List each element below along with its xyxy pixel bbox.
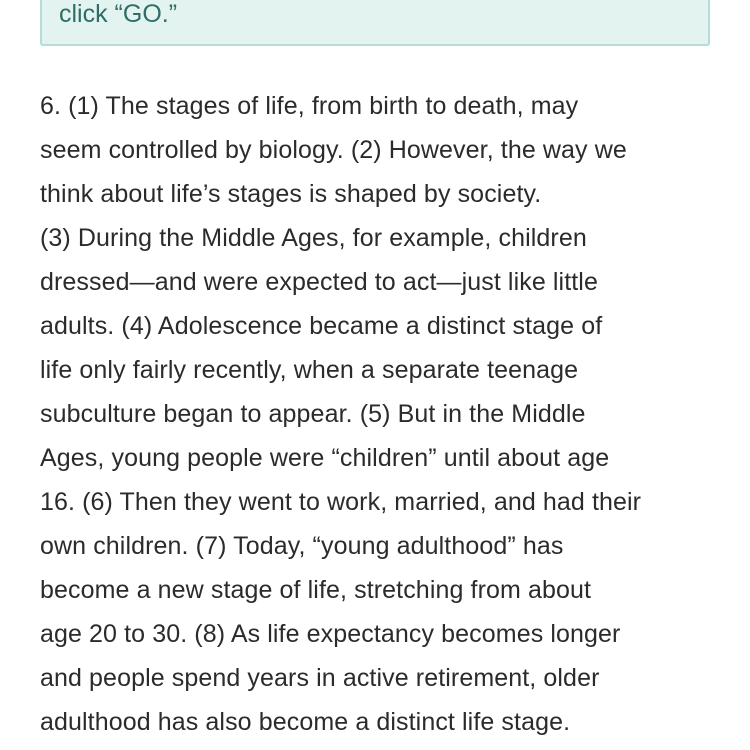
passage-line: (3) During the Middle Ages, for example, children xyxy=(40,224,587,252)
passage-line: adulthood has also become a distinct life stage. xyxy=(40,708,571,736)
passage-line: and people spend years in active retirement, older xyxy=(40,664,600,692)
passage-line: subculture began to appear. (5) But in the Middle xyxy=(40,400,586,428)
passage-text xyxy=(40,84,730,744)
passage-line: own children. (7) Today, “young adulthood” has xyxy=(40,532,564,560)
passage-line: adults. (4) Adolescence became a distinct stage of xyxy=(40,312,603,340)
passage-line: dressed—and were expected to act—just like little xyxy=(40,268,598,296)
passage-line: 6. (1) The stages of life, from birth to death, may xyxy=(40,92,579,120)
instruction-text: click “GO.” xyxy=(59,0,178,28)
passage-line: Ages, young people were “children” until about age xyxy=(40,444,610,472)
passage-line: 16. (6) Then they went to work, married, and had their xyxy=(40,488,642,516)
passage-line: age 20 to 30. (8) As life expectancy becomes longer xyxy=(40,620,621,648)
passage-line: life only fairly recently, when a separate teenage xyxy=(40,356,579,384)
passage-line: think about life’s stages is shaped by society. xyxy=(40,180,542,208)
instruction-box xyxy=(40,0,710,46)
passage-line: seem controlled by biology. (2) However, the way we xyxy=(40,136,627,164)
passage-line: become a new stage of life, stretching from about xyxy=(40,576,592,604)
